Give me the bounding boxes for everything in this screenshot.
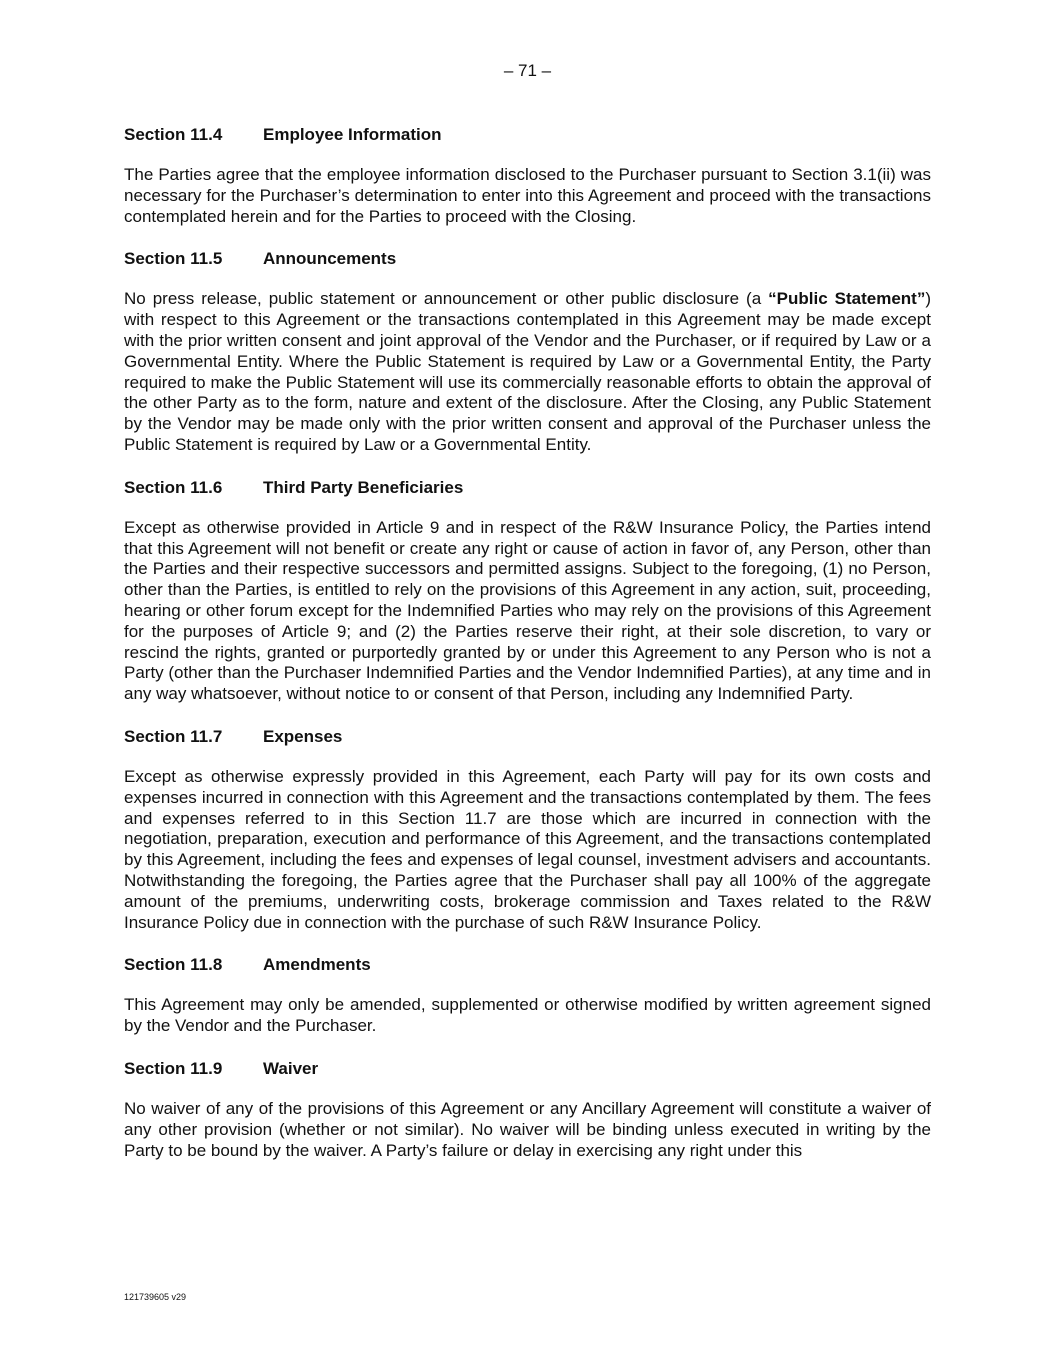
section-title: Third Party Beneficiaries (263, 477, 464, 497)
paragraph-text: No press release, public statement or announcement or other public disclosure (a (124, 289, 769, 309)
section-11-8 (124, 954, 931, 1037)
section-title: Announcements (263, 249, 397, 269)
section-number: Section 11.5 (124, 249, 223, 269)
section-paragraph: Except as otherwise expressly provided in this Agreement, each Party will pay for its own costs and expenses incurred in connection with this Agreement and the transactions contemplated by them. The fees and expenses referred to in this Section 11.7 are those which are incurred in connection with the negotiation, preparation, execution and performance of this Agreement, and the transactions contemplated by this Agreement, including the fees and expenses of legal counsel, investment advisers and accountants. Notwithstanding the foregoing, the Parties agree that the Purchaser shall pay all 100% of the aggregate amount of the premiums, underwriting costs, brokerage commission and Taxes related to the R&W Insurance Policy due in connection with the purchase of such R&W Insurance Policy. (124, 766, 931, 932)
document-id-footer: 121739605 v29 (124, 1292, 187, 1302)
section-paragraph: The Parties agree that the employee information disclosed to the Purchaser pursuant to Section 3.1(ii) was necessary for the Purchaser’s determination to enter into this Agreement and proceed with the transactions contemplated herein and for the Parties to proceed with the Closing. (124, 165, 931, 226)
section-heading (124, 726, 931, 747)
document-body (124, 124, 931, 1182)
section-11-9 (124, 1058, 931, 1161)
section-number: Section 11.7 (124, 726, 223, 746)
defined-term: “Public Statement” (768, 289, 926, 309)
section-11-6 (124, 477, 931, 705)
section-paragraph (124, 289, 931, 455)
section-11-5 (124, 248, 931, 455)
section-title: Expenses (263, 726, 343, 746)
section-paragraph: This Agreement may only be amended, supplemented or otherwise modified by written agreement signed by the Vendor and the Purchaser. (124, 995, 931, 1036)
section-heading (124, 1058, 931, 1079)
section-number: Section 11.8 (124, 955, 223, 975)
paragraph-text: ) with respect to this Agreement or the transactions contemplated in this Agreement may be made except with the prior written consent and joint approval of the Vendor and the Purchaser, or if required by Law or a Governmental Entity. Where the Public Statement is required by Law or a Governmental Entity, the Party required to make the Public Statement will use its commercially reasonable efforts to obtain the approval of the other Party as to the form, nature and extent of the disclosure. After the Closing, any Public Statement by the Vendor may be made only with the prior written consent and approval of the Purchaser unless the Public Statement is required by Law or a Governmental Entity. (124, 289, 932, 454)
section-11-4 (124, 124, 931, 227)
section-11-7 (124, 726, 931, 933)
page-number: – 71 – (503, 61, 552, 80)
section-paragraph: Except as otherwise provided in Article 9 and in respect of the R&W Insurance Policy, the Parties intend that this Agreement will not benefit or create any right or cause of action in favor of, any Person, other than the Parties and their respective successors and permitted assigns. Subject to the foregoing, (1) no Person, other than the Parties, is entitled to rely on the provisions of this Agreement in any action, suit, proceeding, hearing or other forum except for the Indemnified Parties who may rely on the provisions of this Agreement for the purposes of Article 9; and (2) the Parties reserve their right, at their sole discretion, to vary or rescind the rights, granted or purportedly granted by or under this Agreement to any Person who is not a Party (other than the Purchaser Indemnified Parties and the Vendor Indemnified Parties), at any time and in any way whatsoever, without notice to or consent of that Person, including any Indemnified Party. (124, 517, 932, 704)
section-paragraph: No waiver of any of the provisions of this Agreement or any Ancillary Agreement will constitute a waiver of any other provision (whether or not similar). No waiver will be binding unless executed in writing by the Party to be bound by the waiver. A Party’s failure or delay in exercising any right under this (124, 1098, 931, 1160)
section-number: Section 11.6 (124, 477, 223, 497)
section-title: Amendments (263, 955, 371, 975)
section-heading (124, 477, 931, 498)
section-heading (124, 954, 931, 975)
section-title: Employee Information (263, 125, 442, 144)
section-number: Section 11.9 (124, 1058, 223, 1078)
section-title: Waiver (263, 1058, 319, 1078)
section-heading (124, 248, 931, 269)
section-number: Section 11.4 (124, 125, 223, 144)
section-heading (124, 124, 931, 145)
